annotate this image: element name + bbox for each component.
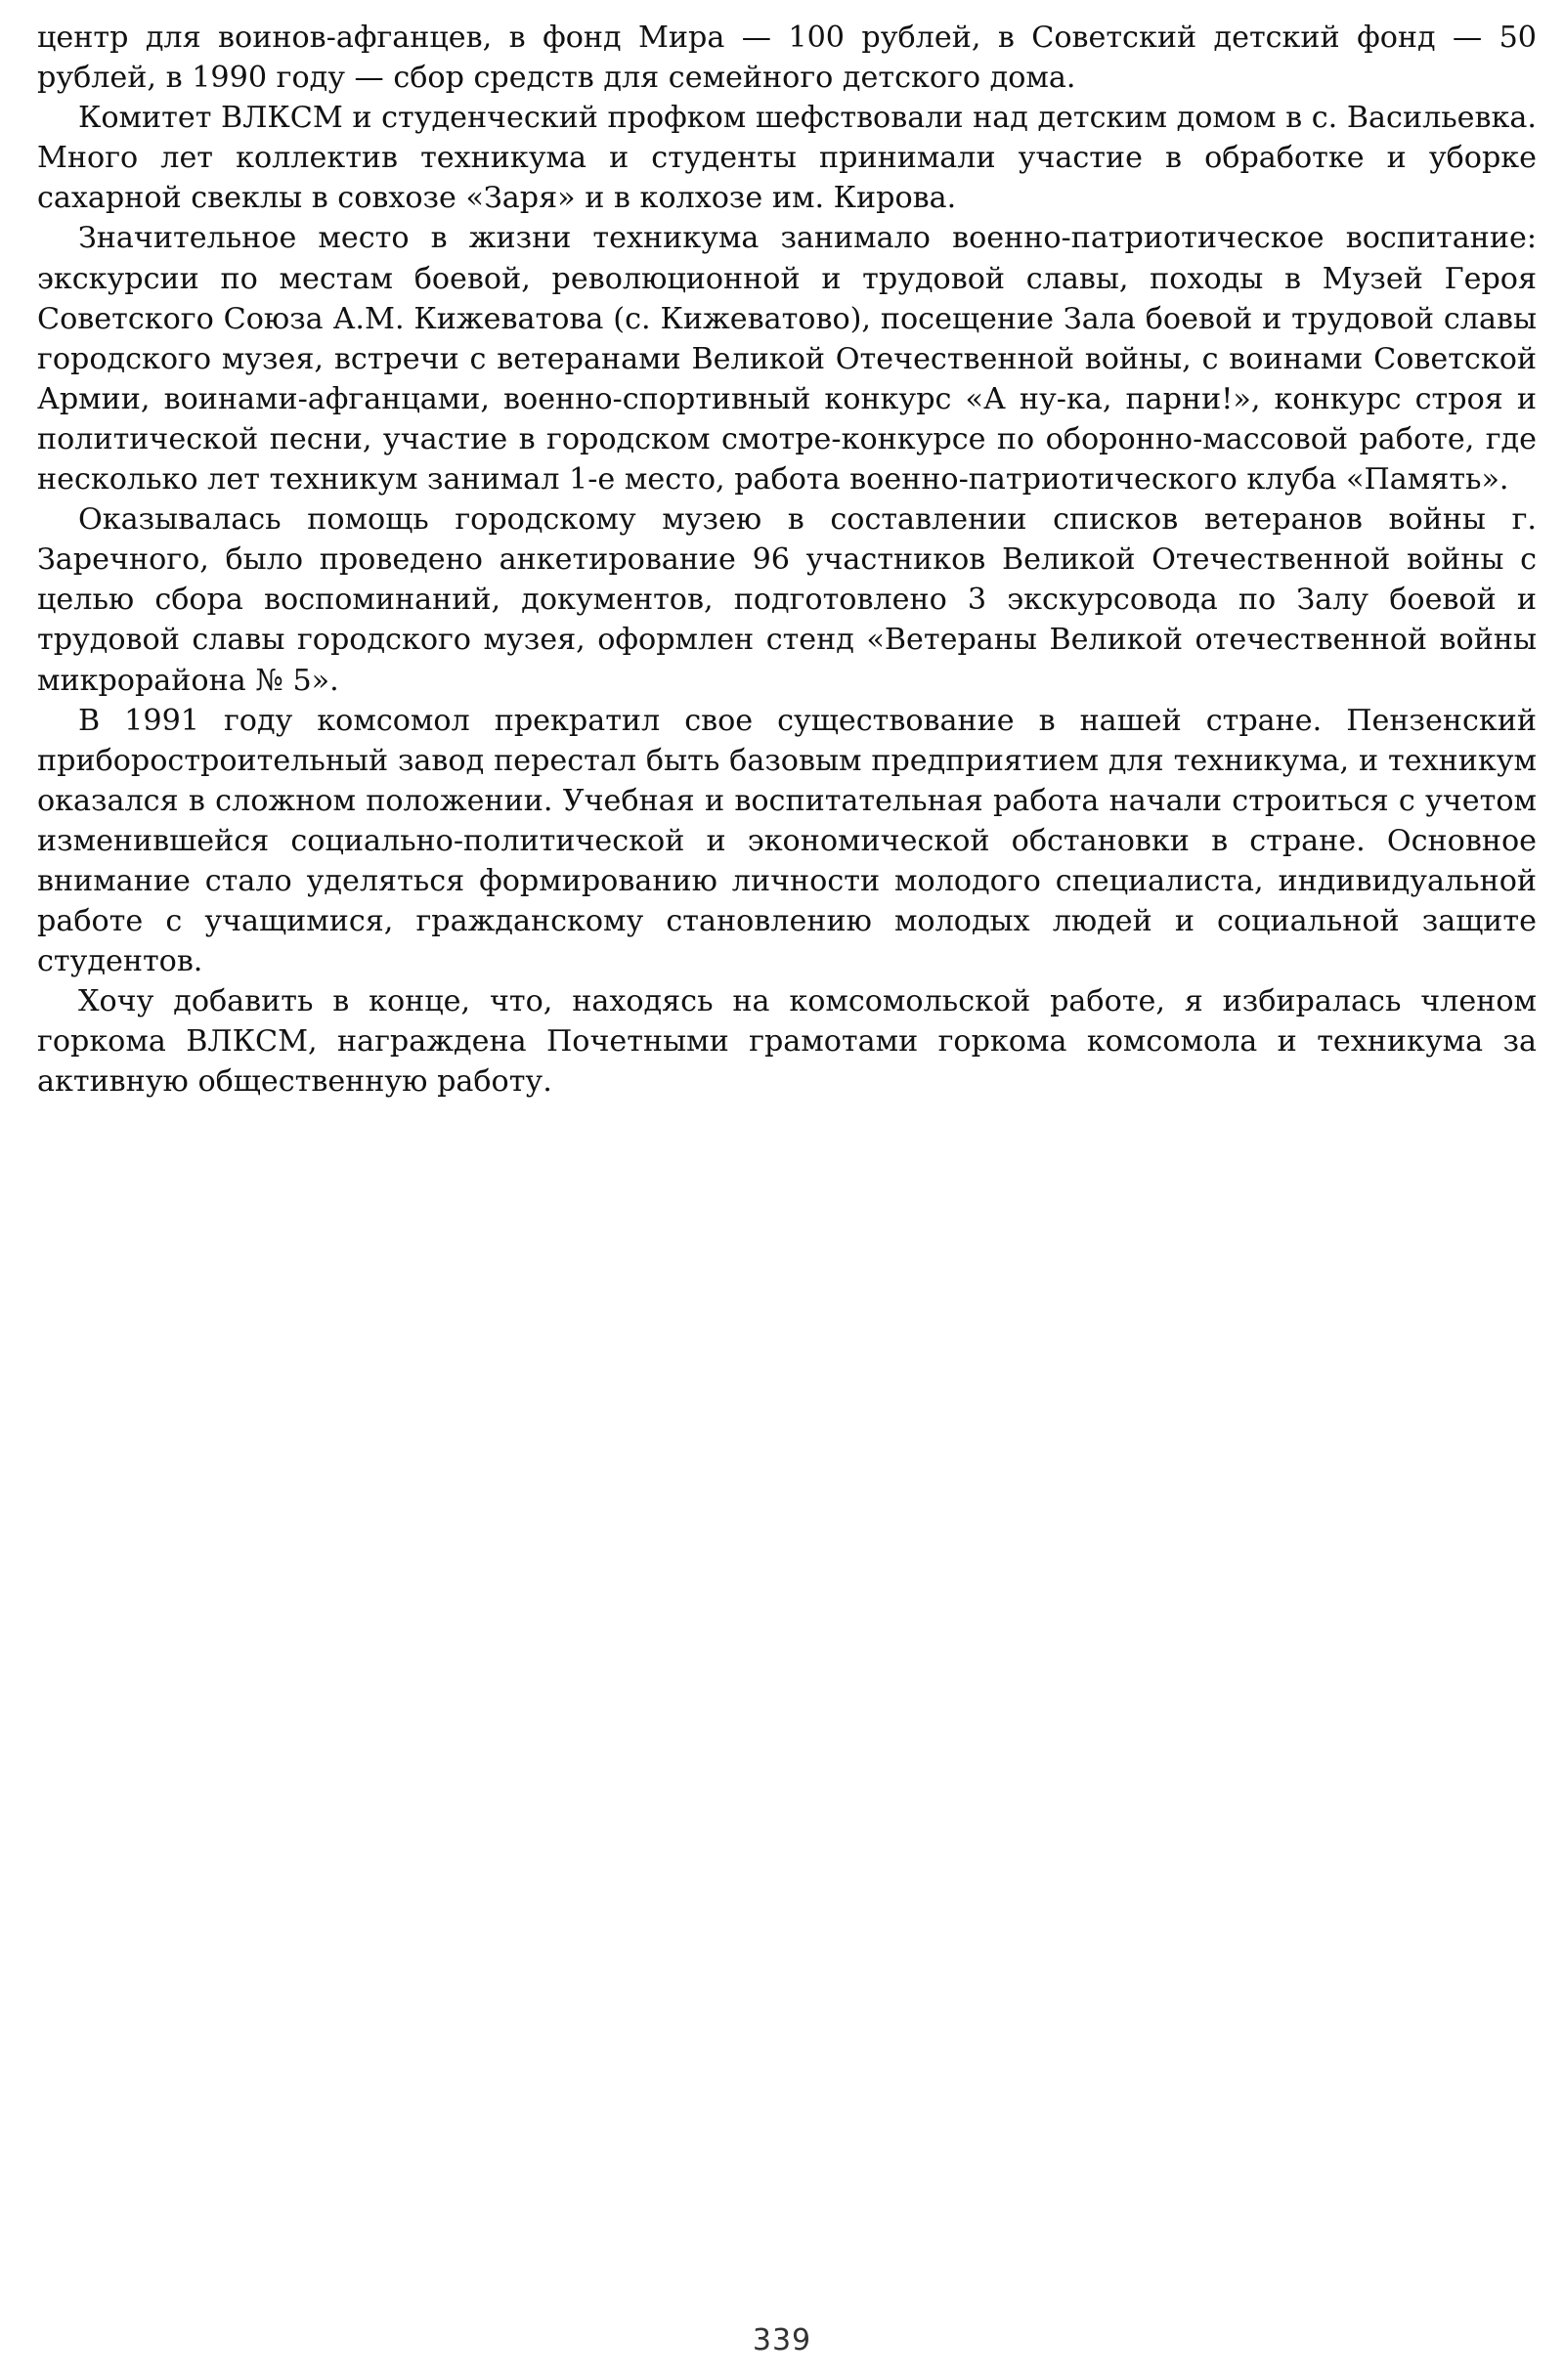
- paragraph-5: В 1991 году комсомол прекратил свое существование в нашей стране. Пензенский приборостроительный завод перестал быть базовым предприятием для техникума, и техникум оказался в сложном положении. Учебная и воспитательная работа начали строиться с учетом изменившейся социально-политической и экономической обстановки в стране. Основное внимание стало уделяться формированию личности молодого специалиста, индивидуальной работе с учащимися, гражданскому становлению молодых людей и социальной защите студентов.: [37, 703, 1537, 979]
- paragraph-4: Оказывалась помощь городскому музею в составлении списков ветеранов войны г. Заречного, было проведено анкетирование 96 участников Великой Отечественной войны с целью сбора воспоминаний, документов, подготовлено 3 экскурсовода по Залу боевой и трудовой славы городского музея, оформлен стенд «Ветераны Великой отечественной войны микрорайона № 5».: [37, 502, 1537, 698]
- page-number: 339: [752, 2323, 812, 2358]
- paragraph-6: Хочу добавить в конце, что, находясь на комсомольской работе, я избиралась членом горкома ВЛКСМ, награждена Почетными грамотами горкома комсомола и техникума за активную общественную работу.: [37, 984, 1537, 1100]
- body-text: [37, 18, 1537, 1103]
- paragraph-1: центр для воинов-афганцев, в фонд Мира — 100 рублей, в Советский детский фонд — 50 рублей, в 1990 году — сбор средств для семейного детского дома.: [37, 21, 1537, 96]
- paragraph-2: Комитет ВЛКСМ и студенческий профком шефствовали над детским домом в с. Васильевка. Много лет коллектив техникума и студенты принимали участие в обработке и уборке сахарной свеклы в совхозе «Заря» и в колхозе им. Кирова.: [37, 101, 1537, 216]
- paragraph-3: Значительное место в жизни техникума занимало военно-патриотическое воспитание: экскурсии по местам боевой, революционной и трудовой славы, походы в Музей Героя Советского Союза А.М. Кижеватова (с. Кижеватово), посещение Зала боевой и трудовой славы городского музея, встречи с ветеранами Великой Отечественной войны, с воинами Советской Армии, воинами-афганцами, военно-спортивный конкурс «А ну-ка, парни!», конкурс строя и политической песни, участие в городском смотре-конкурсе по оборонно-массовой работе, где несколько лет техникум занимал 1-е место, работа военно-патриотического клуба «Память».: [37, 221, 1537, 498]
